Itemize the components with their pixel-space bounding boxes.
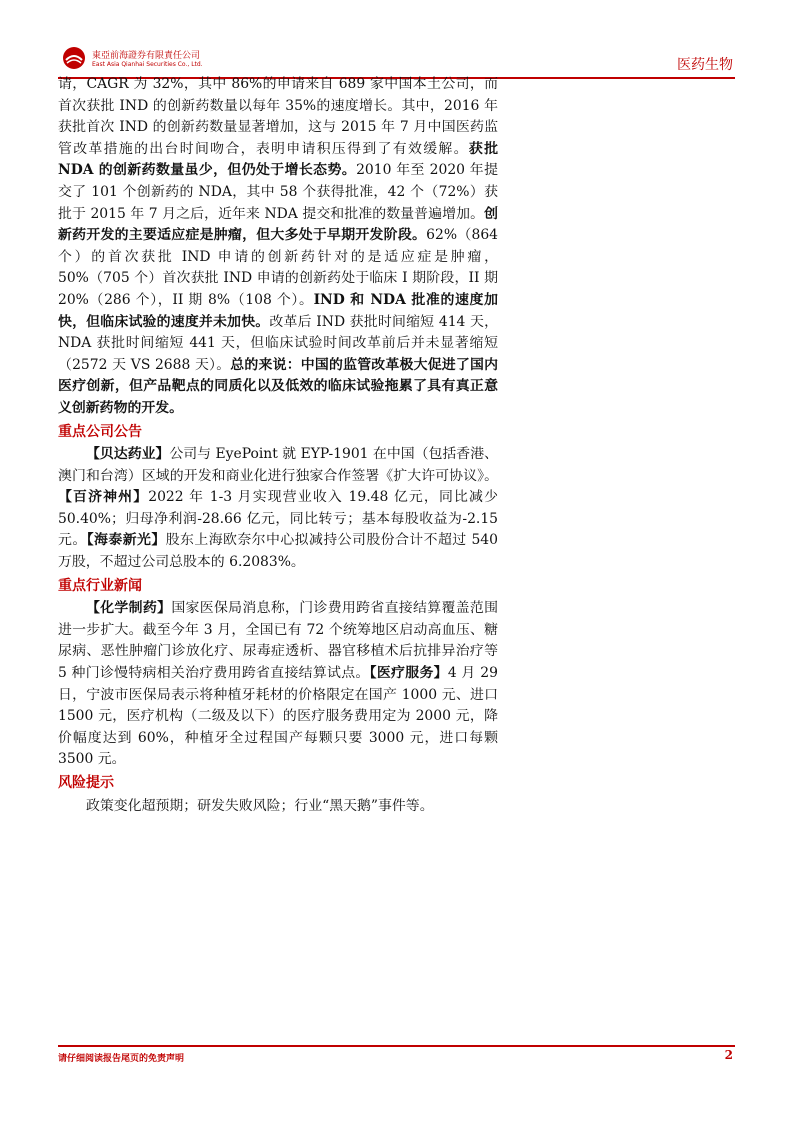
industry-text-1: 国家医保局消息称，门诊费用跨省直接结算覆盖范围进一步扩大。截至今年 3 月，全国已有 72 个统筹地区启动高血压、糖尿病、恶性肿瘤门诊放化疗、尿毒症透析、器官移植术后抗排异治疗等 5 种门诊慢特病相关治疗费用跨省直接结算试点。 bbox=[58, 600, 498, 682]
industry-tag-1: 【化学制药】 bbox=[86, 600, 172, 617]
page-header bbox=[58, 42, 735, 76]
intro-bold-3: IND 和 NDA 批准的速度加快，但临床试验的速度并未加快。 bbox=[58, 291, 498, 330]
company-name-en: East Asia Qianhai Securities Co., Ltd. bbox=[92, 61, 203, 68]
company-logo-icon bbox=[62, 46, 86, 70]
company-tag-3: 【海泰新光】 bbox=[86, 532, 166, 549]
company-tag-2: 【百济神州】 bbox=[58, 489, 149, 506]
section-title-industry: 重点行业新闻 bbox=[58, 577, 142, 594]
footer-divider bbox=[58, 1045, 735, 1047]
intro-text-1: 请，CAGR 为 32%，其中 86%的申请来自 689 家中国本土公司，而首次获批 IND 的创新药数量以每年 35%的速度增长。其中，2016 年获批首次 IND 的创新药数量显著增加，这与 2015 年 7 月中国医药监管改革措施的出台时间吻合，表明申请积压得到了有效缓解。 bbox=[58, 76, 498, 157]
company-announcements bbox=[58, 444, 498, 574]
risk-text: 政策变化超预期；研发失败风险；行业“黑天鹅”事件等。 bbox=[86, 797, 434, 814]
intro-text-3: 62%（864 个）的首次获批 IND 申请的创新药针对的是适应症是肿瘤，50%（705 个）首次获批 IND 申请的创新药处于临床 I 期阶段，II 期 20%（286 个），II 期 8%（108 个）。 bbox=[58, 227, 498, 308]
intro-bold-2: 创新药开发的主要适应症是肿瘤，但大多处于早期开发阶段。 bbox=[58, 205, 498, 244]
intro-paragraph bbox=[58, 74, 498, 420]
section-title-company: 重点公司公告 bbox=[58, 423, 142, 440]
disclaimer-note: 请仔细阅读报告尾页的免责声明 bbox=[58, 1054, 185, 1064]
company-text-3: 股东上海欧奈尔中心拟减持公司股份合计不超过 540 万股，不超过公司总股本的 6.2083%。 bbox=[58, 532, 498, 571]
sector-label: 医药生物 bbox=[677, 57, 733, 73]
page-number: 2 bbox=[724, 1048, 733, 1062]
industry-news bbox=[58, 598, 498, 771]
intro-text-2: 2010 年至 2020 年提交了 101 个创新药的 NDA，其中 58 个获得批准，42 个（72%）获批于 2015 年 7 月之后，近年来 NDA 提交和批准的数量普遍增加。 bbox=[58, 162, 498, 222]
section-title-risk: 风险提示 bbox=[58, 775, 114, 791]
company-text-2: 2022 年 1-3 月实现营业收入 19.48 亿元，同比减少 50.40%；归母净利润-28.66 亿元，同比转亏；基本每股收益为-2.15 元。 bbox=[58, 489, 498, 549]
industry-text-2: 4 月 29 日，宁波市医保局表示将种植牙耗材的价格限定在国产 1000 元、进口 1500 元，医疗机构（二级及以下）的医疗服务费用定为 2000 元，降价幅度达到 60%，种植牙全过程国产每颗只要 3000 元，进口每颗 3500 元。 bbox=[58, 665, 498, 768]
intro-text-4: 改革后 IND 获批时间缩短 414 天，NDA 获批时间缩短 441 天，但临床试验时间改革前后并未显著缩短（2572 天 VS 2688 天）。 bbox=[58, 313, 498, 373]
intro-bold-1: 获批 NDA 的创新药数量虽少，但仍处于增长态势。 bbox=[58, 140, 498, 179]
report-body bbox=[58, 74, 498, 817]
intro-bold-4: 总的来说：中国的监管改革极大促进了国内医疗创新，但产品靶点的同质化以及低效的临床试验拖累了具有真正意义创新药物的开发。 bbox=[58, 356, 498, 416]
company-text-1: 公司与 EyePoint 就 EYP-1901 在中国（包括香港、澳门和台湾）区域的开发和商业化进行独家合作签署《扩大许可协议》。 bbox=[58, 446, 498, 484]
industry-tag-2: 【医疗服务】 bbox=[369, 665, 448, 682]
company-tag-1: 【贝达药业】 bbox=[86, 446, 170, 463]
company-name-cn: 東亞前海證券有限責任公司 bbox=[92, 51, 201, 61]
